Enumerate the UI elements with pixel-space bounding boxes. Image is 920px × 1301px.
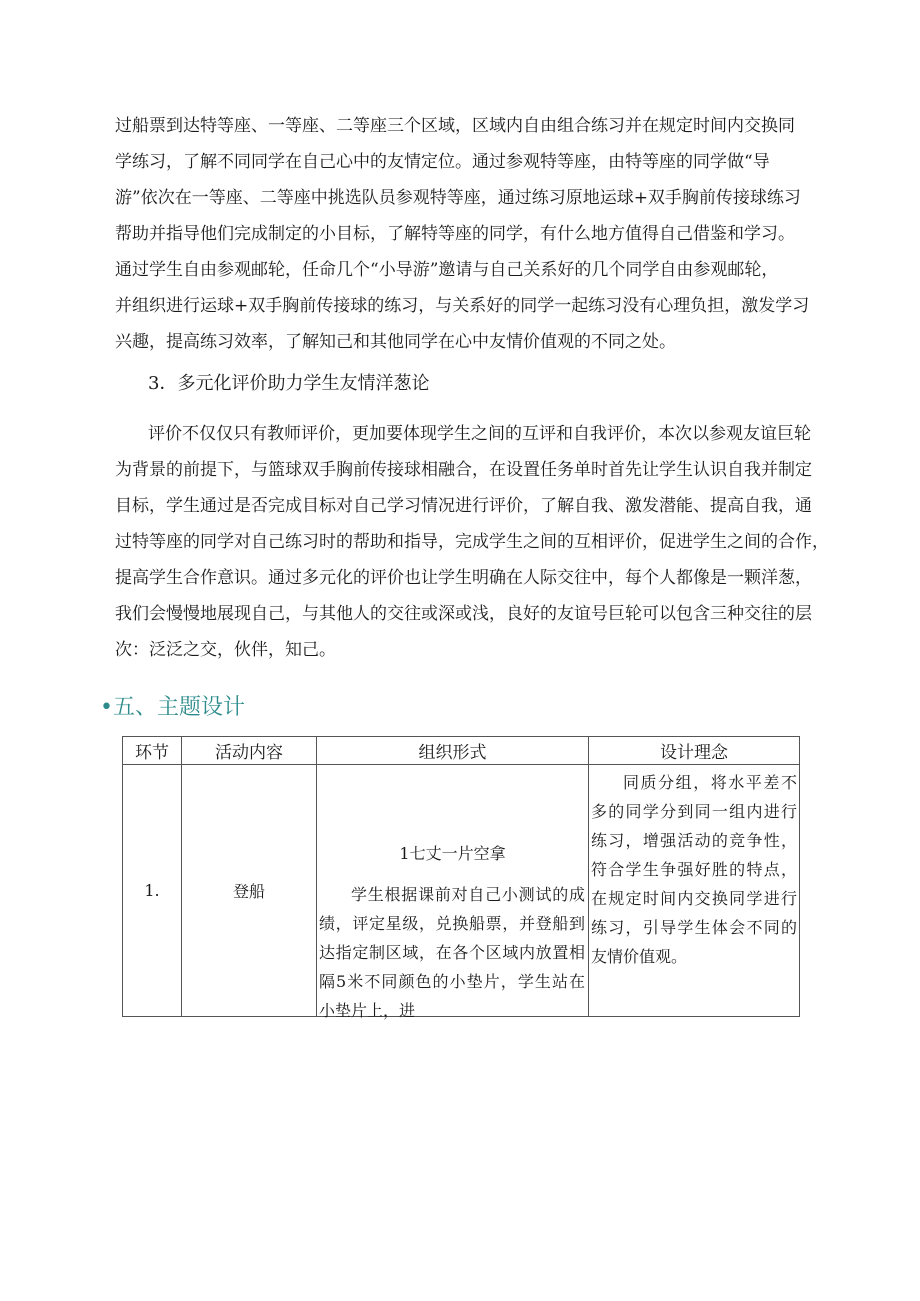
cell-step: 1. [123, 765, 182, 1017]
paragraph-2-line-2: 为背景的前提下，与篮球双手胸前传接球相融合，在设置任务单时首先让学生认识自我并制定 [115, 460, 812, 480]
subheading-evaluation: 3．多元化评价助力学生友情洋葱论 [148, 373, 430, 394]
paragraph-2-line-7: 次：泛泛之交，伙伴，知己。 [115, 640, 336, 660]
organization-text: 学生根据课前对自己小测试的成绩，评定星级，兑换船票，并登船到达指定制区域，在各个区域内放置相隔5米不同颜色的小垫片，学生站在小垫片上，进 [319, 885, 585, 1020]
table-row [123, 765, 800, 1017]
theme-design-table [122, 736, 800, 1020]
paragraph-1-line-4: 帮助并指导他们完成制定的小目标，了解特等座的同学，有什么地方值得自己借鉴和学习。 [115, 224, 795, 244]
paragraph-1-line-7: 兴趣，提高练习效率，了解知己和其他同学在心中友情价值观的不同之处。 [115, 332, 676, 352]
paragraph-1-line-6: 并组织进行运球+双手胸前传接球的练习，与关系好的同学一起练习没有心理负担，激发学习 [115, 296, 810, 316]
paragraph-1-line-1: 过船票到达特等座、一等座、二等座三个区域，区域内自由组合练习并在规定时间内交换同 [115, 116, 795, 136]
paragraph-2-line-3: 目标，学生通过是否完成目标对自己学习情况进行评价，了解自我、激发潜能、提高自我，通 [115, 496, 812, 516]
cell-concept [589, 765, 800, 1017]
paragraph-2-line-1: 评价不仅仅只有教师评价，更加要体现学生之间的互评和自我评价，本次以参观友谊巨轮 [148, 424, 811, 444]
paragraph-1-line-3: 游”依次在一等座、二等座中挑选队员参观特等座，通过练习原地运球+双手胸前传接球练习 [115, 188, 801, 208]
table-header-row [123, 737, 800, 765]
paragraph-1-line-5: 通过学生自由参观邮轮，任命几个“小导游”邀请与自己关系好的几个同学自由参观邮轮， [115, 260, 779, 280]
cell-activity: 登船 [182, 765, 317, 1017]
header-step: 环节 [123, 737, 182, 765]
header-organization: 组织形式 [317, 737, 589, 765]
organization-title: 1七丈一片空拿 [399, 844, 506, 863]
section-title: •五、主题设计 [100, 695, 245, 720]
paragraph-2-line-6: 我们会慢慢地展现自己，与其他人的交往或深或浅，良好的友谊号巨轮可以包含三种交往的层 [115, 604, 812, 624]
paragraph-2-line-5: 提高学生合作意识。通过多元化的评价也让学生明确在人际交往中，每个人都像是一颗洋葱， [115, 568, 812, 588]
header-concept: 设计理念 [589, 737, 800, 765]
cell-organization [317, 765, 589, 1020]
header-activity: 活动内容 [182, 737, 317, 765]
paragraph-1-line-2: 学练习，了解不同同学在自己心中的友情定位。通过参观特等座，由特等座的同学做“导 [115, 152, 770, 172]
paragraph-2-line-4: 过特等座的同学对自己练习时的帮助和指导，完成学生之间的互相评价，促进学生之间的合作， [115, 532, 829, 552]
concept-text: 同质分组，将水平差不多的同学分到同一组内进行练习，增强活动的竞争性，符合学生争强好胜的特点，在规定时间内交换同学进行练习，引导学生体会不同的友情价值观。 [591, 773, 797, 966]
